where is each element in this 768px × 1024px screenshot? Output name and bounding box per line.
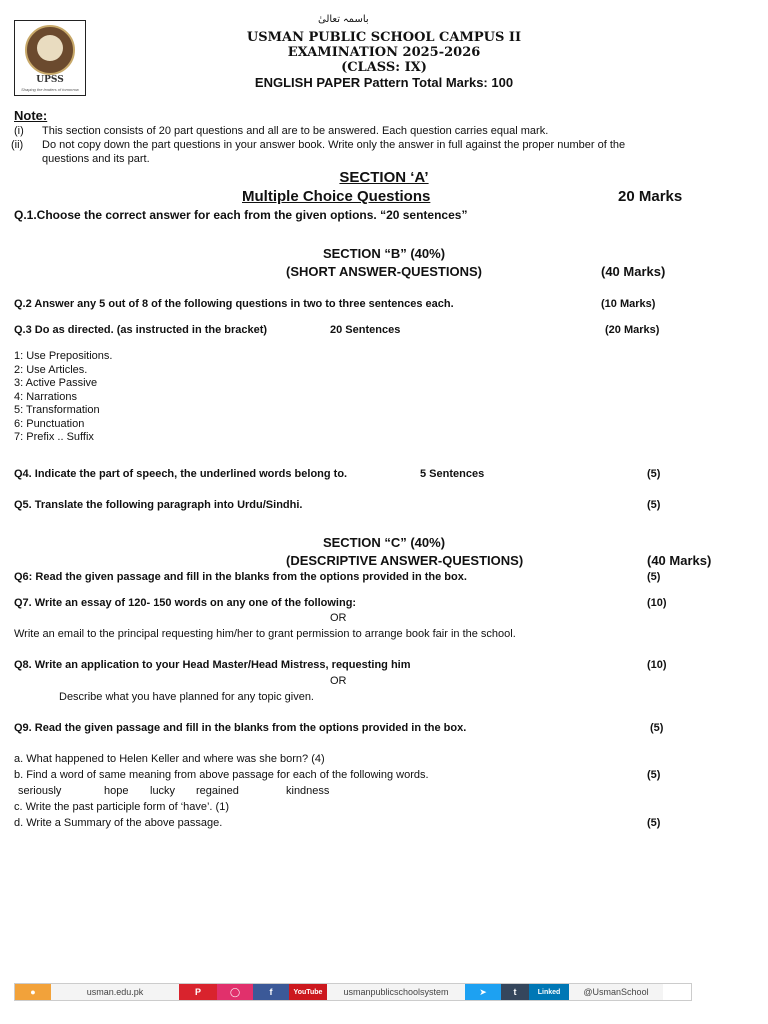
note-title: Note:	[14, 108, 48, 123]
section-a-subtitle: Multiple Choice Questions	[242, 188, 431, 205]
section-b-title: SECTION “B” (40%)	[322, 246, 446, 261]
q8-text: Q8. Write an application to your Head Master/Head Mistress, requesting him	[14, 659, 411, 671]
q6-marks: (5)	[647, 571, 661, 583]
q7-marks: (10)	[647, 597, 667, 609]
q9-part-d: d. Write a Summary of the above passage.	[14, 817, 223, 829]
tumblr-icon[interactable]: t	[501, 984, 529, 1000]
q7-alt: Write an email to the principal requesting him/her to grant permission to arrange book fair in the school.	[14, 628, 516, 640]
footer-handle[interactable]: @UsmanSchool	[569, 984, 663, 1000]
section-b-subtitle: (SHORT ANSWER-QUESTIONS)	[286, 264, 482, 279]
q3-list-item: 5: Transformation	[14, 404, 100, 416]
section-c-subtitle: (DESCRIPTIVE ANSWER-QUESTIONS)	[286, 553, 524, 568]
q4-mid: 5 Sentences	[420, 468, 485, 480]
crest-icon	[25, 25, 75, 75]
exam-title: EXAMINATION 2025-2026	[287, 45, 481, 60]
q3-list-item: 4: Narrations	[14, 390, 77, 403]
note-text-1: This section consists of 20 part questions and all are to be answered. Each question carries equal mark.	[42, 125, 549, 137]
q3-list-item: 1: Use Prepositions.	[14, 350, 113, 362]
note-num-2: (ii)	[11, 139, 24, 151]
section-c-title: SECTION “C” (40%)	[322, 535, 446, 550]
q9-part-b: b. Find a word of same meaning from above passage for each of the following words.	[14, 769, 429, 781]
class-label: (CLASS: IX)	[341, 60, 427, 75]
q7-text: Q7. Write an essay of 120- 150 words on any one of the following:	[14, 597, 357, 609]
q3-list-item: 7: Prefix .. Suffix	[14, 431, 94, 443]
q1-text: Q.1.Choose the correct answer for each from the given options. “20 sentences”	[14, 208, 468, 222]
q3-list-item: 6: Punctuation	[14, 417, 85, 430]
synonym-word: regained	[196, 785, 239, 797]
logo-text: UPSS	[36, 75, 64, 85]
youtube-icon[interactable]: YouTube	[289, 984, 327, 1000]
school-name: USMAN PUBLIC SCHOOL CAMPUS II	[246, 30, 522, 45]
q3-list-item: 3: Active Passive	[14, 377, 98, 389]
q3-text: Q.3 Do as directed. (as instructed in the bracket)	[14, 324, 268, 336]
q8-or: OR	[330, 675, 347, 687]
q5-marks: (5)	[647, 499, 661, 511]
logo-tagline: Shaping the leaders of tomorrow	[21, 87, 79, 92]
q4-marks: (5)	[647, 468, 661, 480]
note-text-2: Do not copy down the part questions in your answer book. Write only the answer in full against the proper number of the	[42, 139, 626, 151]
q8-marks: (10)	[647, 659, 667, 671]
q3-list-item: 2: Use Articles.	[14, 363, 88, 376]
pinterest-icon[interactable]: P	[179, 984, 217, 1000]
note-num-1: (i)	[14, 125, 24, 137]
synonym-word: hope	[104, 785, 129, 797]
section-c-marks: (40 Marks)	[647, 553, 712, 568]
q7-or: OR	[330, 612, 347, 624]
header-arabic: باسمہ تعالیٰ	[318, 14, 369, 25]
linkedin-icon[interactable]: Linked	[529, 984, 569, 1000]
synonym-word: seriously	[18, 785, 62, 797]
q9-part-d-marks: (5)	[647, 817, 661, 829]
q9-part-a: a. What happened to Helen Keller and where was she born? (4)	[14, 753, 325, 765]
q5-text: Q5. Translate the following paragraph into Urdu/Sindhi.	[14, 499, 303, 511]
footer-website[interactable]: usman.edu.pk	[51, 984, 179, 1000]
q9-part-b-marks: (5)	[647, 769, 661, 781]
section-a-marks: 20 Marks	[618, 188, 683, 205]
q8-alt: Describe what you have planned for any topic given.	[59, 691, 314, 703]
q6-text: Q6: Read the given passage and fill in the blanks from the options provided in the box.	[14, 571, 467, 583]
paper-title: ENGLISH PAPER Pattern Total Marks: 100	[254, 75, 514, 90]
q9-marks: (5)	[650, 722, 664, 734]
globe-icon: ●	[15, 984, 51, 1000]
q2-marks: (10 Marks)	[601, 298, 656, 310]
q9-part-c: c. Write the past participle form of ‘have’. (1)	[14, 801, 229, 813]
facebook-icon[interactable]: f	[253, 984, 289, 1000]
q4-text: Q4. Indicate the part of speech, the underlined words belong to.	[14, 468, 348, 480]
footer-bar	[14, 983, 692, 1001]
twitter-icon[interactable]: ➤	[465, 984, 501, 1000]
q3-mid: 20 Sentences	[330, 324, 401, 336]
footer-channel[interactable]: usmanpublicschoolsystem	[327, 984, 465, 1000]
section-b-marks: (40 Marks)	[601, 264, 666, 279]
q3-marks: (20 Marks)	[605, 324, 660, 336]
q9-text: Q9. Read the given passage and fill in the blanks from the options provided in the box.	[14, 722, 467, 734]
note-text-2b: questions and its part.	[42, 153, 150, 165]
section-a-title: SECTION ‘A’	[339, 169, 429, 186]
q2-text: Q.2 Answer any 5 out of 8 of the following questions in two to three sentences each.	[14, 298, 454, 310]
instagram-icon[interactable]: ◯	[217, 984, 253, 1000]
synonym-word: kindness	[286, 785, 330, 797]
synonym-word: lucky	[150, 785, 176, 797]
school-logo	[14, 20, 86, 96]
